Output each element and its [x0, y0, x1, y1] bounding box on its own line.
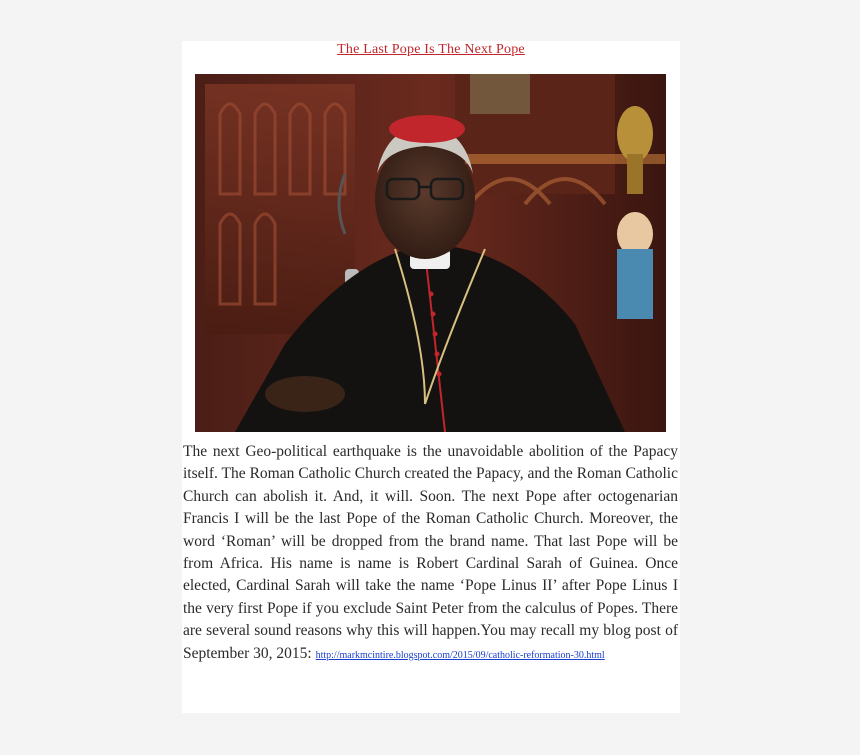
document-page [182, 41, 680, 713]
page-title[interactable]: The Last Pope Is The Next Pope [337, 42, 525, 57]
cardinal-photo [195, 74, 666, 432]
cardinal-photo-illustration [195, 74, 666, 432]
article-paragraph: The next Geo-political earthquake is the unavoidable abolition of the Papacy itself. The Roman Catholic Church created the Papacy, and the Roman Catholic Church can abolish it. And, it will. Soon. The next Pope after octogenarian Francis I will be the last Pope of the Roman Catholic Church. Moreover, the word ‘Roman’ will be dropped from the brand name. That last Pope will be from Africa. His name is name is Robert Cardinal Sarah of Guinea. Once elected, Cardinal Sarah will take the name ‘Pope Linus II’ after Pope Linus I the very first Pope if you exclude Saint Peter from the calculus of Popes. There are several sound reasons why this will happen.You may recall my blog post of September 30, 2015: [183, 443, 678, 662]
article-body [183, 441, 678, 667]
blog-post-link[interactable]: http://markmcintire.blogspot.com/2015/09/catholic-reformation-30.html [315, 649, 605, 661]
